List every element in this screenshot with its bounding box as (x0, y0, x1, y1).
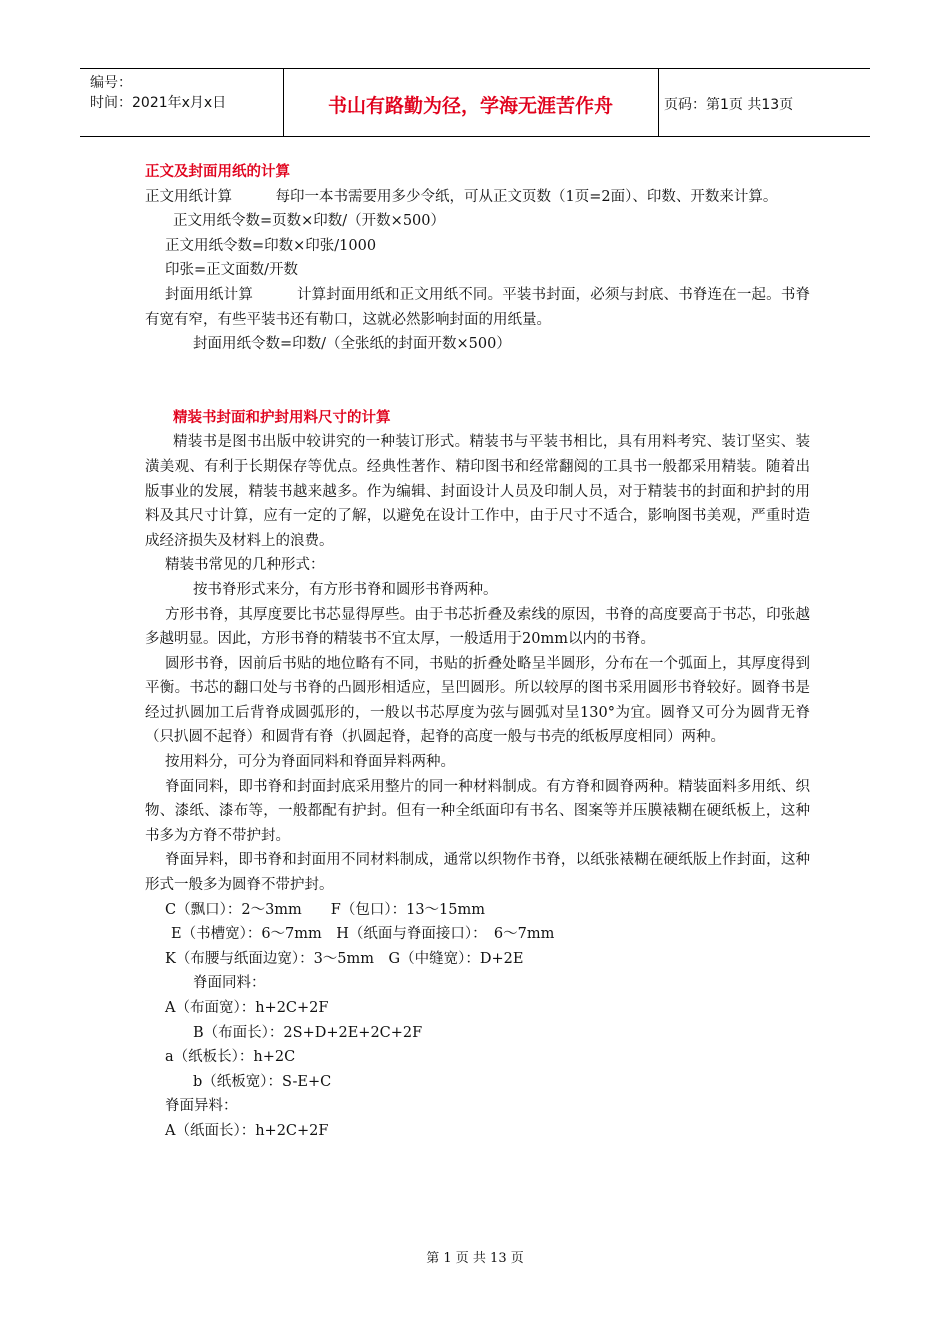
section-spacer (145, 357, 810, 406)
body-paragraph: A（布面宽）：h+2C+2F (165, 1000, 329, 1016)
section-heading: 精装书封面和护封用料尺寸的计算 (173, 409, 391, 426)
body-paragraph: 方形书脊，其厚度要比书芯显得厚些。由于书芯折叠及索线的原因，书脊的高度要高于书芯，印张越多越明显。因此，方形书脊的精装书不宜太厚，一般适用于20mm以内的书脊。 (145, 606, 810, 648)
body-paragraph: 按用料分，可分为脊面同料和脊面异料两种。 (165, 754, 455, 771)
body-paragraph: C（飘口）：2～3mm F（包口）：13～15mm (165, 901, 486, 918)
section-heading: 正文及封面用纸的计算 (145, 164, 290, 180)
document-number-label: 编号： (90, 75, 132, 91)
body-paragraph: A（纸面长）：h+2C+2F (165, 1122, 329, 1139)
body-paragraph: 圆形书脊，因前后书贴的地位略有不同，书贴的折叠处略呈半圆形，分布在一个弧面上，其厚度得到平衡。书芯的翻口处与书脊的凸圆形相适应，呈凹圆形。所以较厚的图书采用圆形书脊较好。圆脊书是经过扒圆加工后背脊成圆弧形的，一般以书芯厚度为弦与圆弧对呈130°为宜。圆脊又可分为圆背无脊（只扒圆不起脊）和圆背有脊（扒圆起脊，起脊的高度一般与书壳的纸板厚度相同）两种。 (145, 655, 810, 746)
body-paragraph: 精装书常见的几种形式： (165, 557, 325, 574)
body-paragraph: 按书脊形式来分，有方形书脊和圆形书脊两种。 (193, 581, 498, 598)
body-paragraph: 脊面同料，即书脊和封面封底采用整片的同一种材料制成。有方脊和圆脊两种。精装面料多用纸、织物、漆纸、漆布等，一般都配有护封。但有一种全纸面印有书名、图案等并压膜裱糊在硬纸板上，这种书多为方脊不带护封。 (145, 778, 810, 844)
header-meta (90, 73, 226, 113)
body-paragraph: 封面用纸计算 计算封面用纸和正文用纸不同。平装书封面，必须与封底、书脊连在一起。书脊有宽有窄，有些平装书还有勒口，这就必然影响封面的用纸量。 (145, 286, 810, 328)
body-paragraph: b（纸板宽）：S-E+C (193, 1073, 332, 1090)
body-paragraph: 正文用纸令数=页数×印数/（开数×500） (173, 213, 446, 230)
header-motto: 书山有路勤为径，学海无涯苦作舟 (327, 95, 613, 117)
body-paragraph: 脊面异料： (165, 1098, 238, 1115)
body-paragraph: 正文用纸令数=印数×印张/1000 (165, 237, 377, 254)
document-date-label: 时间：2021年x月x日 (90, 95, 227, 111)
body-paragraph: 脊面同料： (193, 975, 266, 992)
body-paragraph: E（书槽宽）：6～7mm H（纸面与脊面接口）： 6～7mm (171, 926, 555, 943)
body-paragraph: 脊面异料，即书脊和封面用不同材料制成，通常以织物作书脊，以纸张裱糊在硬纸版上作封面，这种形式一般多为圆脊不带护封。 (145, 852, 810, 894)
body-paragraph: K（布腰与纸面边宽）：3～5mm G（中缝宽）：D+2E (165, 950, 524, 967)
body-paragraph: B（布面长）：2S+D+2E+2C+2F (193, 1024, 423, 1041)
body-paragraph: a（纸板长）：h+2C (165, 1049, 296, 1066)
body-paragraph: 印张=正文面数/开数 (165, 262, 299, 279)
body-paragraph: 封面用纸令数=印数/（全张纸的封面开数×500） (193, 336, 511, 353)
body-paragraph: 精装书是图书出版中较讲究的一种装订形式。精装书与平装书相比，具有用料考究、装订坚实、装潢美观、有利于长期保存等优点。经典性著作、精印图书和经常翻阅的工具书一般都采用精装。随着出版事业的发展，精装书越来越多。作为编辑、封面设计人员及印制人员，对于精装书的封面和护封的用料及其尺寸计算，应有一定的了解，以避免在设计工作中，由于尺寸不适合，影响图书美观，严重时造成经济损失及材料上的浪费。 (145, 434, 810, 549)
header-page-number: 页码：第1页 共13页 (664, 97, 794, 113)
document-body (145, 160, 810, 1144)
body-paragraph: 正文用纸计算 每印一本书需要用多少令纸，可从正文页数（1页=2面）、印数、开数来计算。 (145, 188, 778, 205)
page-header (80, 68, 870, 137)
header-divider (658, 69, 659, 136)
page-footer: 第 1 页 共 13 页 (426, 1251, 524, 1266)
